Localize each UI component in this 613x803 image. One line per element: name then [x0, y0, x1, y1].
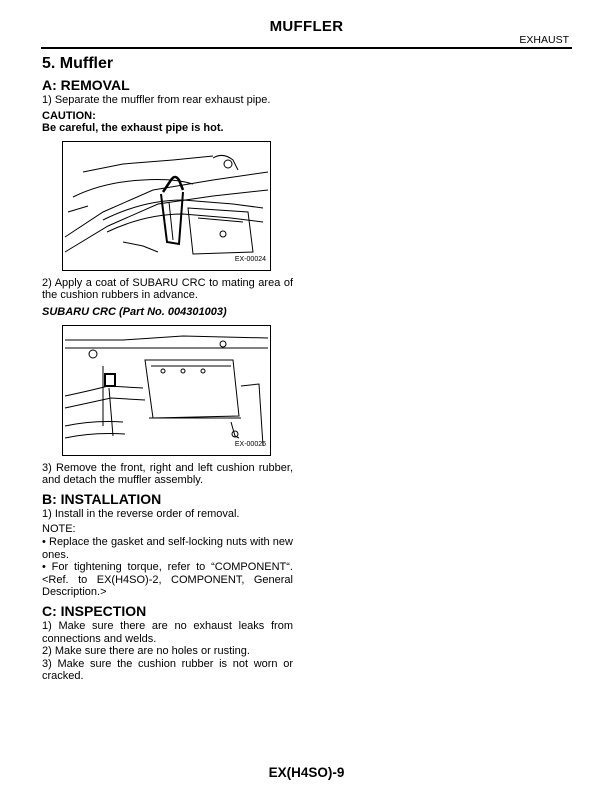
page-number: EX(H4SO)-9: [268, 765, 345, 780]
removal-step-2: 2) Apply a coat of SUBARU CRC to mating area of the cushion rubbers in advance.: [42, 276, 293, 302]
inspection-heading: C: INSPECTION: [42, 602, 147, 619]
figure-muffler-separation: [62, 141, 271, 271]
note-item-2: • For tightening torque, refer to “COMPONENT“. <Ref. to EX(H4SO)-2, COMPONENT, General Description.>: [42, 561, 293, 599]
header-rule: [41, 47, 572, 49]
inspection-step-3: 3) Make sure the cushion rubber is not worn or cracked.: [42, 657, 293, 683]
removal-step-1: 1) Separate the muffler from rear exhaust pipe.: [42, 94, 271, 106]
page-title: MUFFLER: [269, 18, 344, 35]
muffler-separation-illustration: [63, 142, 270, 270]
installation-step-1: 1) Install in the reverse order of removal.: [42, 507, 240, 520]
figure-1-id: EX-00024: [234, 256, 266, 264]
figure-2-id: EX-00026: [234, 440, 266, 448]
removal-step-3: 3) Remove the front, right and left cushion rubber, and detach the muffler assembly.: [42, 461, 293, 487]
note-title: NOTE:: [42, 523, 76, 536]
caution-text: Be careful, the exhaust pipe is hot.: [42, 122, 224, 135]
removal-heading: A: REMOVAL: [42, 77, 130, 93]
cushion-rubber-illustration: [63, 326, 270, 455]
note-item-1: • Replace the gasket and self-locking nuts with new ones.: [42, 535, 293, 561]
figure-cushion-rubber: [62, 325, 271, 456]
main-column: [42, 54, 293, 683]
caution-title: CAUTION:: [42, 109, 96, 122]
inspection-step-2: 2) Make sure there are no holes or rusting.: [42, 645, 250, 658]
inspection-step-1: 1) Make sure there are no exhaust leaks from connections and welds.: [42, 619, 293, 645]
main-heading: 5. Muffler: [42, 55, 114, 72]
section-label: EXHAUST: [519, 34, 569, 46]
subaru-crc-label: SUBARU CRC (Part No. 004301003): [42, 305, 227, 318]
installation-heading: B: INSTALLATION: [42, 490, 162, 507]
